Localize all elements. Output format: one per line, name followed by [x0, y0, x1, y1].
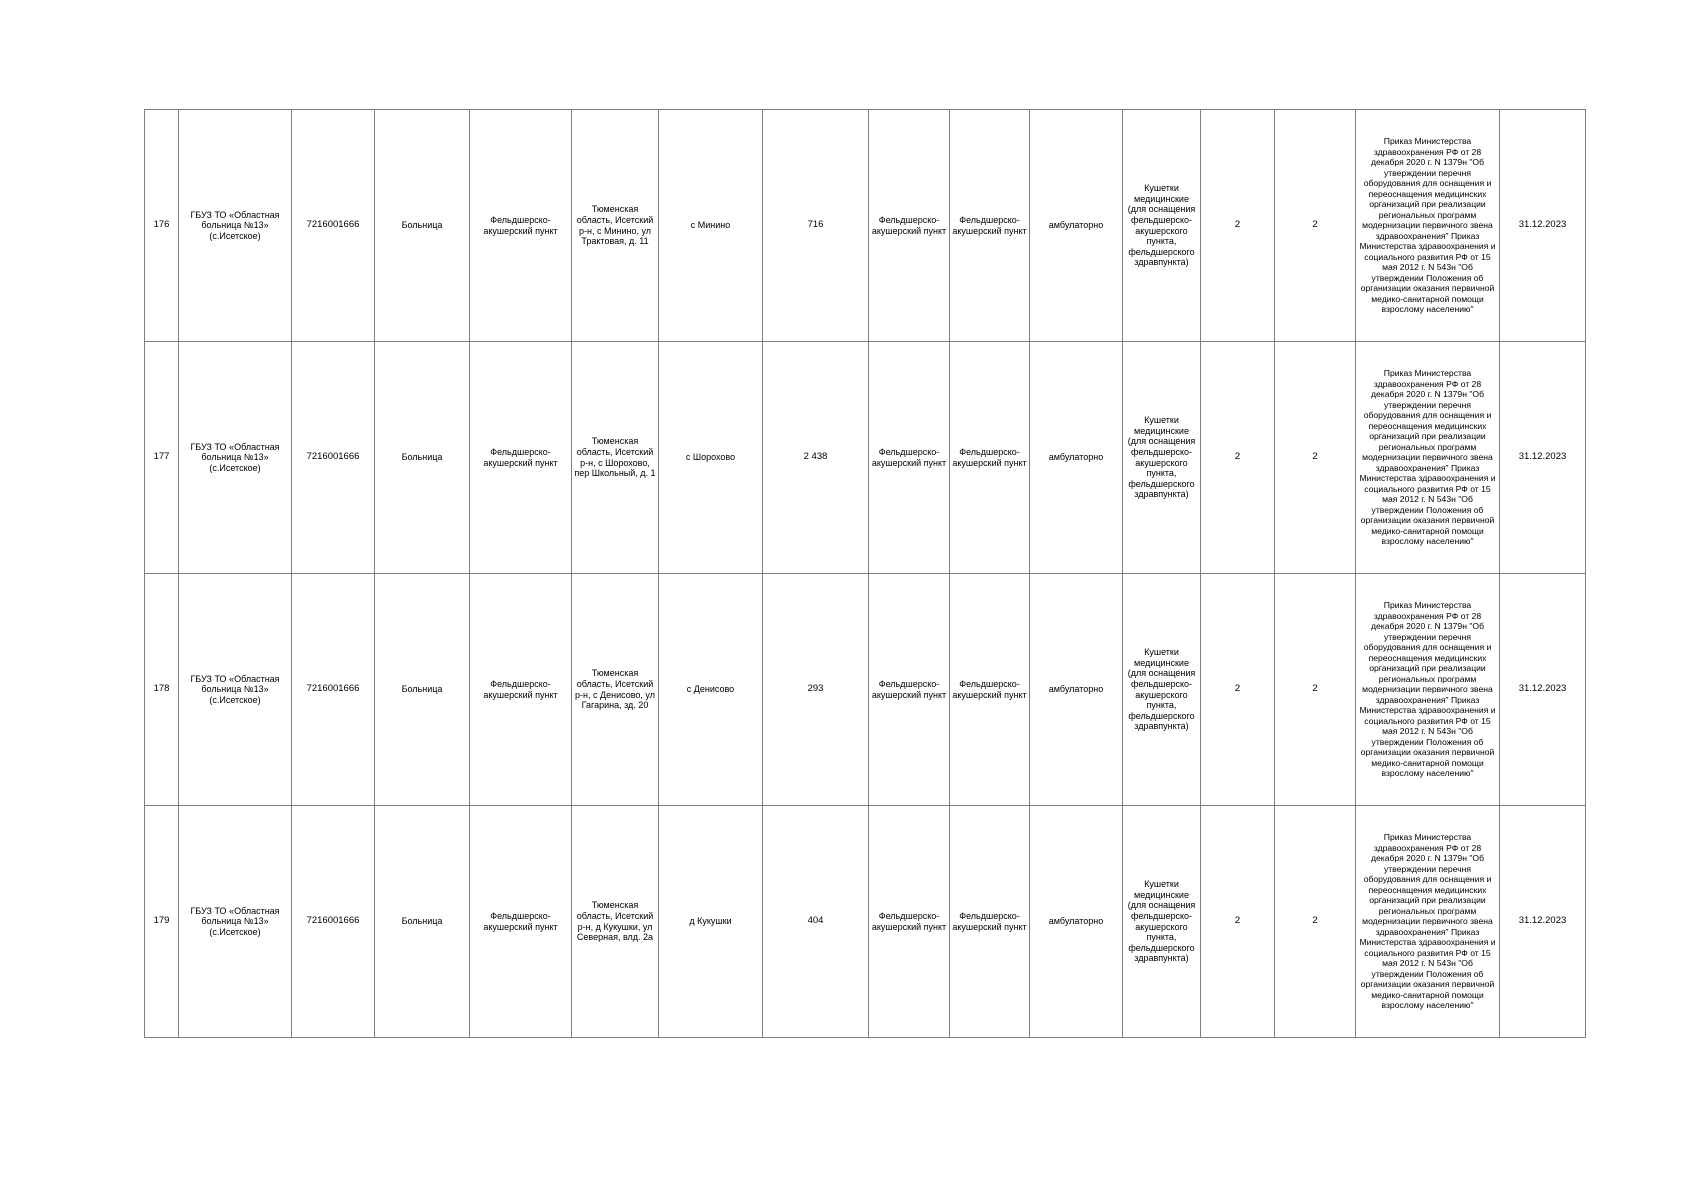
cell-inn: 7216001666	[292, 806, 375, 1038]
table-row	[145, 806, 1586, 1038]
cell-org-type: Больница	[375, 342, 470, 574]
cell-legal-basis: Приказ Министерства здравоохранения РФ от 28 декабря 2020 г. N 1379н "Об утверждении перечня оборудования для оснащения и переоснащения медицинских организаций при реализации региональных программ модернизации первичного звена здравоохранения" Приказ Министерства здравоохранения и социального развития РФ от 15 мая 2012 г. N 543н "Об утверждении Положения об организации оказания первичной медико-санитарной помощи взрослому населению"	[1356, 110, 1500, 342]
cell-settlement: с Шорохово	[659, 342, 763, 574]
cell-legal-basis: Приказ Министерства здравоохранения РФ от 28 декабря 2020 г. N 1379н "Об утверждении перечня оборудования для оснащения и переоснащения медицинских организаций при реализации региональных программ модернизации первичного звена здравоохранения" Приказ Министерства здравоохранения и социального развития РФ от 15 мая 2012 г. N 543н "Об утверждении Положения об организации оказания первичной медико-санитарной помощи взрослому населению"	[1356, 574, 1500, 806]
cell-row-number: 177	[145, 342, 179, 574]
cell-qty-planned: 2	[1275, 110, 1356, 342]
cell-population: 716	[763, 110, 869, 342]
cell-address: Тюменская область, Исетский р-н, д Кукушки, ул Северная, влд. 2а	[572, 806, 659, 1038]
cell-care-form: амбулаторно	[1030, 342, 1123, 574]
table-row	[145, 574, 1586, 806]
cell-unit-type: Фельдшерско-акушерский пункт	[470, 806, 572, 1038]
cell-population: 2 438	[763, 342, 869, 574]
cell-qty-required: 2	[1201, 574, 1275, 806]
cell-org-type: Больница	[375, 574, 470, 806]
cell-inn: 7216001666	[292, 110, 375, 342]
cell-org-type: Больница	[375, 110, 470, 342]
cell-address: Тюменская область, Исетский р-н, с Денисово, ул Гагарина, зд. 20	[572, 574, 659, 806]
cell-unit-type: Фельдшерско-акушерский пункт	[470, 110, 572, 342]
cell-qty-planned: 2	[1275, 806, 1356, 1038]
cell-legal-basis: Приказ Министерства здравоохранения РФ от 28 декабря 2020 г. N 1379н "Об утверждении перечня оборудования для оснащения и переоснащения медицинских организаций при реализации региональных программ модернизации первичного звена здравоохранения" Приказ Министерства здравоохранения и социального развития РФ от 15 мая 2012 г. N 543н "Об утверждении Положения об организации оказания первичной медико-санитарной помощи взрослому населению"	[1356, 342, 1500, 574]
cell-structure-detail: Фельдшерско-акушерский пункт	[950, 110, 1030, 342]
cell-settlement: с Денисово	[659, 574, 763, 806]
cell-structure: Фельдшерско-акушерский пункт	[869, 806, 950, 1038]
cell-structure: Фельдшерско-акушерский пункт	[869, 574, 950, 806]
cell-row-number: 178	[145, 574, 179, 806]
cell-deadline: 31.12.2023	[1500, 342, 1586, 574]
cell-inn: 7216001666	[292, 342, 375, 574]
cell-qty-required: 2	[1201, 806, 1275, 1038]
cell-address: Тюменская область, Исетский р-н, с Минино, ул Трактовая, д. 11	[572, 110, 659, 342]
cell-population: 404	[763, 806, 869, 1038]
cell-structure: Фельдшерско-акушерский пункт	[869, 110, 950, 342]
cell-qty-planned: 2	[1275, 342, 1356, 574]
cell-care-form: амбулаторно	[1030, 574, 1123, 806]
cell-deadline: 31.12.2023	[1500, 574, 1586, 806]
cell-settlement: д Кукушки	[659, 806, 763, 1038]
document-page	[144, 109, 1586, 1038]
table-row	[145, 110, 1586, 342]
cell-structure-detail: Фельдшерско-акушерский пункт	[950, 806, 1030, 1038]
equipment-register-table	[144, 109, 1586, 1038]
table-row	[145, 342, 1586, 574]
table-body	[145, 110, 1586, 1038]
cell-equipment: Кушетки медицинские (для оснащения фельдшерско-акушерского пункта, фельдшерского здравпункта)	[1123, 574, 1201, 806]
cell-settlement: с Минино	[659, 110, 763, 342]
cell-structure-detail: Фельдшерско-акушерский пункт	[950, 574, 1030, 806]
cell-organization: ГБУЗ ТО «Областная больница №13» (с.Исетское)	[179, 806, 292, 1038]
cell-qty-planned: 2	[1275, 574, 1356, 806]
cell-deadline: 31.12.2023	[1500, 110, 1586, 342]
cell-deadline: 31.12.2023	[1500, 806, 1586, 1038]
cell-row-number: 179	[145, 806, 179, 1038]
cell-structure-detail: Фельдшерско-акушерский пункт	[950, 342, 1030, 574]
cell-care-form: амбулаторно	[1030, 110, 1123, 342]
cell-equipment: Кушетки медицинские (для оснащения фельдшерско-акушерского пункта, фельдшерского здравпункта)	[1123, 806, 1201, 1038]
cell-unit-type: Фельдшерско-акушерский пункт	[470, 342, 572, 574]
cell-address: Тюменская область, Исетский р-н, с Шорохово, пер Школьный, д. 1	[572, 342, 659, 574]
cell-organization: ГБУЗ ТО «Областная больница №13» (с.Исетское)	[179, 342, 292, 574]
cell-equipment: Кушетки медицинские (для оснащения фельдшерско-акушерского пункта, фельдшерского здравпункта)	[1123, 110, 1201, 342]
cell-structure: Фельдшерско-акушерский пункт	[869, 342, 950, 574]
cell-row-number: 176	[145, 110, 179, 342]
cell-org-type: Больница	[375, 806, 470, 1038]
cell-legal-basis: Приказ Министерства здравоохранения РФ от 28 декабря 2020 г. N 1379н "Об утверждении перечня оборудования для оснащения и переоснащения медицинских организаций при реализации региональных программ модернизации первичного звена здравоохранения" Приказ Министерства здравоохранения и социального развития РФ от 15 мая 2012 г. N 543н "Об утверждении Положения об организации оказания первичной медико-санитарной помощи взрослому населению"	[1356, 806, 1500, 1038]
cell-qty-required: 2	[1201, 110, 1275, 342]
cell-equipment: Кушетки медицинские (для оснащения фельдшерско-акушерского пункта, фельдшерского здравпункта)	[1123, 342, 1201, 574]
cell-organization: ГБУЗ ТО «Областная больница №13» (с.Исетское)	[179, 574, 292, 806]
cell-organization: ГБУЗ ТО «Областная больница №13» (с.Исетское)	[179, 110, 292, 342]
cell-population: 293	[763, 574, 869, 806]
cell-unit-type: Фельдшерско-акушерский пункт	[470, 574, 572, 806]
cell-care-form: амбулаторно	[1030, 806, 1123, 1038]
cell-inn: 7216001666	[292, 574, 375, 806]
cell-qty-required: 2	[1201, 342, 1275, 574]
